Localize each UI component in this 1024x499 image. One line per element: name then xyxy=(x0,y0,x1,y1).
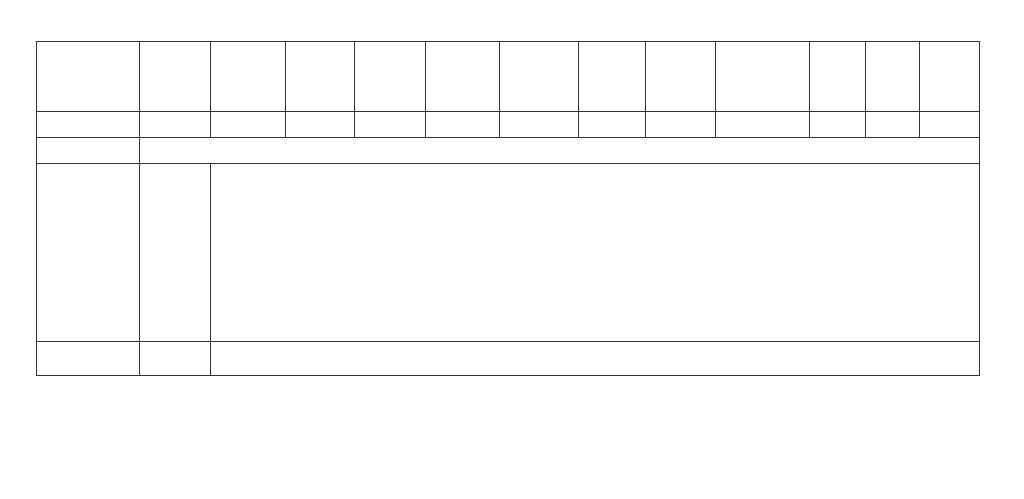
sub-heading-row xyxy=(37,138,980,164)
posts-row xyxy=(37,112,980,138)
posts-value xyxy=(920,112,980,138)
divyang-label xyxy=(37,164,140,342)
sub-heading xyxy=(140,138,980,164)
posts-value xyxy=(645,112,715,138)
column-header xyxy=(500,42,578,112)
posts-value xyxy=(140,112,211,138)
posts-value xyxy=(809,112,866,138)
category-header xyxy=(37,42,140,112)
divyang-text xyxy=(211,164,980,342)
column-header xyxy=(715,42,809,112)
blank-cell xyxy=(37,138,140,164)
column-header xyxy=(920,42,980,112)
posts-label xyxy=(37,112,140,138)
blank-cell xyxy=(140,342,211,376)
column-header xyxy=(645,42,715,112)
posts-value xyxy=(500,112,578,138)
column-header xyxy=(425,42,499,112)
posts-value xyxy=(354,112,425,138)
posts-value xyxy=(578,112,645,138)
anath-total xyxy=(211,342,980,376)
column-header xyxy=(809,42,866,112)
posts-value xyxy=(285,112,354,138)
posts-value xyxy=(866,112,920,138)
posts-value xyxy=(425,112,499,138)
blank-cell xyxy=(140,164,211,342)
anath-row xyxy=(37,342,980,376)
column-header xyxy=(354,42,425,112)
posts-value xyxy=(211,112,285,138)
column-header xyxy=(140,42,211,112)
column-header xyxy=(285,42,354,112)
divyang-row xyxy=(37,164,980,342)
column-header xyxy=(578,42,645,112)
column-header xyxy=(211,42,285,112)
header-row xyxy=(37,42,980,112)
anath-label xyxy=(37,342,140,376)
posts-value xyxy=(715,112,809,138)
column-header xyxy=(866,42,920,112)
reservation-table xyxy=(36,41,980,376)
